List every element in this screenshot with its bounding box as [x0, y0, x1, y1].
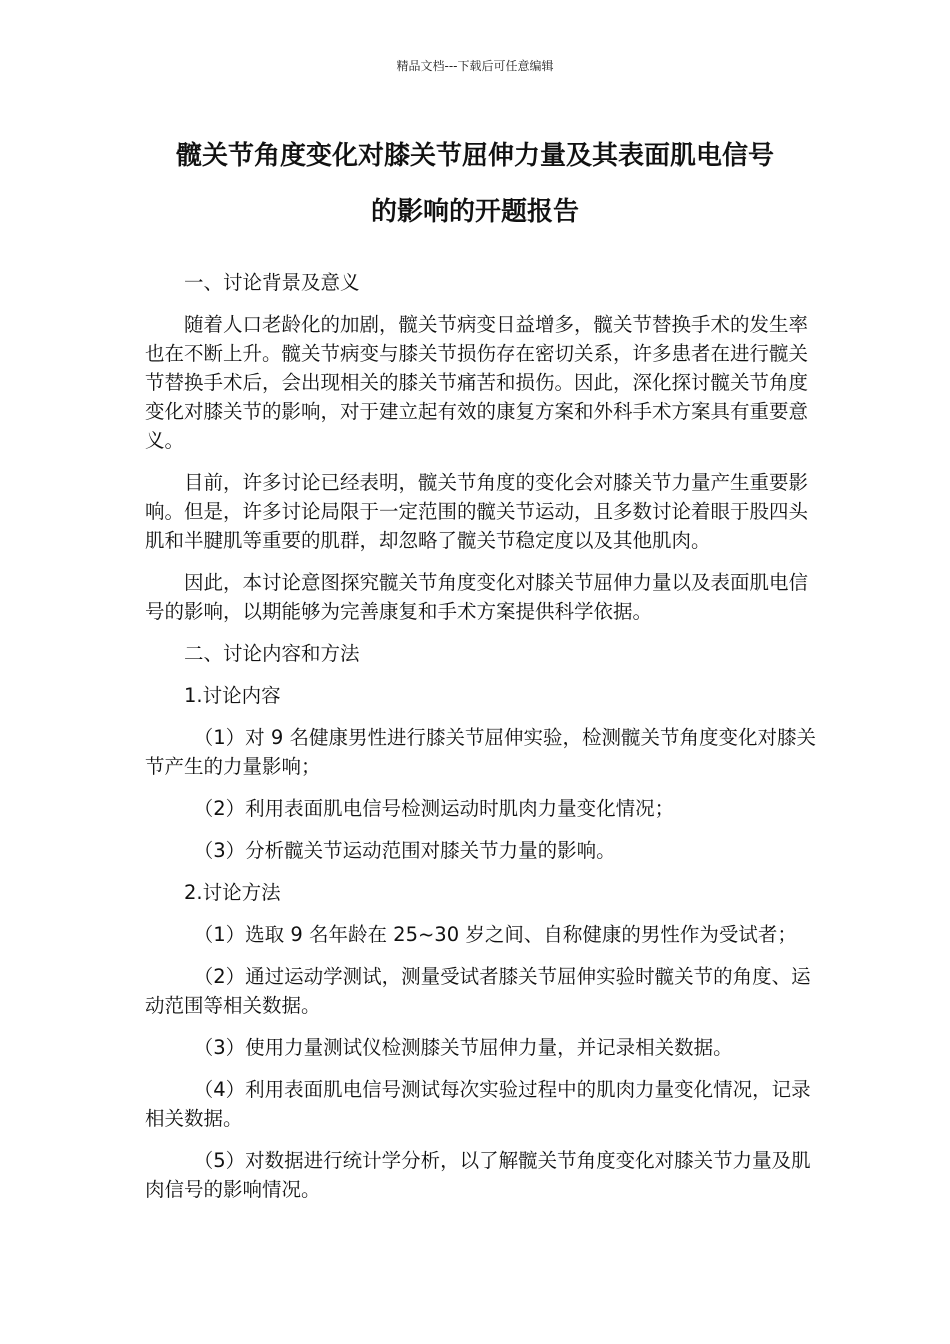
- document-body: [145, 268, 825, 1217]
- title-line-1: 髋关节角度变化对膝关节屈伸力量及其表面肌电信号: [175, 141, 774, 171]
- title-line-2: 的影响的开题报告: [370, 197, 579, 227]
- content-item-3: （3）分析髋关节运动范围对膝关节力量的影响。: [193, 839, 616, 862]
- section-1-paragraph-1: 随着人口老龄化的加剧，髋关节病变日益增多，髋关节替换手术的发生率也在不断上升。髋关节病变与膝关节损伤存在密切关系，许多患者在进行髋关节替换手术后，会出现相关的膝关节痛苦和损伤。因此，深化探讨髋关节角度变化对膝关节的影响，对于建立起有效的康复方案和外科手术方案具有重要意义。: [145, 313, 809, 452]
- section-1-heading: 一、讨论背景及意义: [184, 271, 360, 294]
- content-heading: 1.讨论内容: [184, 684, 281, 707]
- content-item-2: （2）利用表面肌电信号检测运动时肌肉力量变化情况；: [193, 797, 675, 820]
- method-heading: 2.讨论方法: [184, 881, 281, 904]
- method-item-4: （4）利用表面肌电信号测试每次实验过程中的肌肉力量变化情况，记录相关数据。: [145, 1078, 811, 1130]
- header-note: 精品文档---下载后可任意编辑: [396, 59, 554, 73]
- content-item-1: （1）对 9 名健康男性进行膝关节屈伸实验，检测髋关节角度变化对膝关节产生的力量影响；: [145, 726, 816, 778]
- method-item-2: （2）通过运动学测试，测量受试者膝关节屈伸实验时髋关节的角度、运动范围等相关数据。: [145, 965, 811, 1017]
- document-title: [130, 128, 820, 240]
- method-item-1: （1）选取 9 名年龄在 25~30 岁之间、自称健康的男性作为受试者；: [193, 923, 797, 946]
- section-2-heading: 二、讨论内容和方法: [184, 642, 360, 665]
- method-item-3: （3）使用力量测试仪检测膝关节屈伸力量，并记录相关数据。: [193, 1036, 733, 1059]
- section-1-paragraph-3: 因此，本讨论意图探究髋关节角度变化对膝关节屈伸力量以及表面肌电信号的影响，以期能够为完善康复和手术方案提供科学依据。: [145, 571, 809, 623]
- section-1-paragraph-2: 目前，许多讨论已经表明，髋关节角度的变化会对膝关节力量产生重要影响。但是，许多讨论局限于一定范围的髋关节运动，且多数讨论着眼于股四头肌和半腱肌等重要的肌群，却忽略了髋关节稳定度以及其他肌肉。: [145, 471, 809, 552]
- method-item-5: （5）对数据进行统计学分析，以了解髋关节角度变化对膝关节力量及肌肉信号的影响情况。: [145, 1149, 811, 1201]
